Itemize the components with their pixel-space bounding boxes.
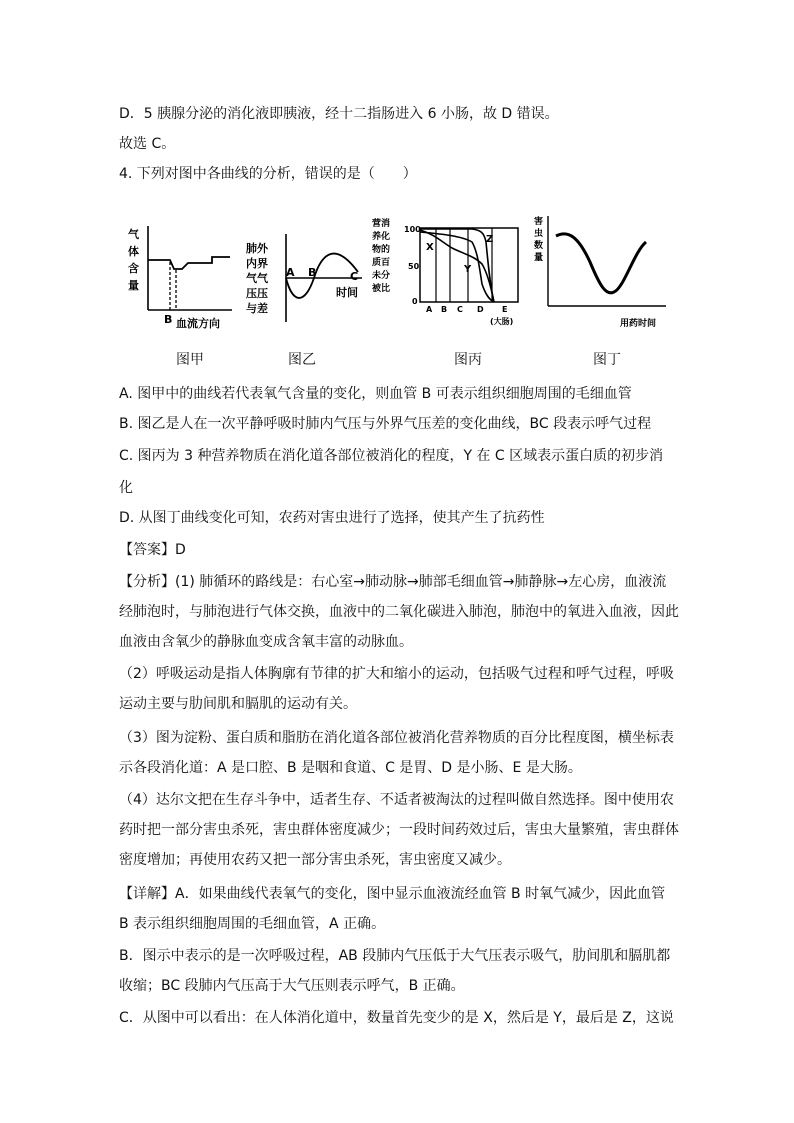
- ylabel-char: 体: [128, 245, 139, 258]
- analysis-line: 密度增加；再使用农药又把一部分害虫杀死，害虫密度又减少。: [119, 852, 511, 868]
- analysis-line: 药时把一部分害虫杀死，害虫群体密度减少；一段时间药效过后，害虫大量繁殖，害虫群体: [119, 822, 679, 838]
- analysis-line: 运动主要与肋间肌和膈肌的运动有关。: [119, 696, 357, 712]
- ylabel-char: 压压: [246, 287, 268, 300]
- xtick-label: B: [441, 305, 448, 314]
- ylabel-char: 气: [128, 228, 139, 241]
- curve-label-x: X: [426, 242, 434, 253]
- figure-yi: [246, 212, 366, 334]
- curve-x: [420, 230, 494, 302]
- ylabel-char: 含: [128, 262, 139, 275]
- xtick-label: E: [502, 305, 508, 314]
- curve-label-z: Z: [486, 234, 494, 245]
- point-label-b: B: [308, 266, 317, 279]
- pest-curve: [556, 234, 646, 293]
- question-stem: 4. 下列对图中各曲线的分析，错误的是（ ）: [119, 166, 417, 182]
- caption-ding: 图丁: [593, 352, 621, 368]
- analysis-line: 血液由含氧少的静脉血变成含氧丰富的动脉血。: [119, 634, 413, 650]
- ylabel-char: 气气: [246, 272, 268, 285]
- analysis-line: 【分析】(1) 肺循环的路线是：右心室→肺动脉→肺部毛细血管→肺静脉→左心房，血液流: [119, 574, 667, 590]
- detail-line: 【详解】A．如果曲线代表氧气的变化，图中显示血液流经血管 B 时氧气减少，因此血管: [119, 886, 666, 902]
- figure-bing: [372, 212, 528, 334]
- text-line: D．5 胰腺分泌的消化液即胰液，经十二指肠进入 6 小肠，故 D 错误。: [119, 106, 559, 122]
- xtick-label: A: [426, 305, 433, 314]
- caption-bing: 图丙: [454, 352, 482, 368]
- option-b: B. 图乙是人在一次平静呼吸时肺内气压与外界气压差的变化曲线，BC 段表示呼气过程: [119, 416, 652, 432]
- point-label-a: A: [286, 266, 295, 279]
- ylabel-char: 营消: [372, 219, 391, 229]
- ylabel-char: 与差: [246, 302, 268, 315]
- xtick-note: (大肠): [490, 317, 514, 326]
- analysis-line: （3）图为淀粉、蛋白质和脂肪在消化道各部位被消化营养物质的百分比程度图，横坐标表: [119, 730, 674, 746]
- option-c: C. 图丙为 3 种营养物质在消化道各部位被消化的程度，Y 在 C 区域表示蛋白质的初步消: [119, 448, 664, 464]
- ylabel-char: 质百: [372, 258, 391, 268]
- option-c-cont: 化: [119, 480, 133, 496]
- point-label-c: C: [350, 270, 359, 283]
- caption-yi: 图乙: [288, 352, 316, 368]
- ylabel-char: 害: [534, 217, 544, 227]
- ylabel-char: 数: [534, 241, 544, 251]
- figure-ding: [534, 212, 668, 334]
- text-line: 故选 C。: [119, 136, 176, 152]
- ylabel-char: 虫: [534, 229, 544, 239]
- ylabel-char: 养化: [372, 232, 391, 242]
- detail-line: B．图示中表示的是一次呼吸过程，AB 段肺内气压低于大气压表示吸气，肋间肌和膈肌都: [119, 948, 671, 964]
- figure-jia: [126, 212, 236, 334]
- xtick-label: C: [457, 305, 463, 314]
- analysis-line: 经肺泡时，与肺泡进行气体交换，血液中的二氧化碳进入肺泡，肺泡中的氧进入血液，因此: [119, 604, 679, 620]
- detail-line: C．从图中可以看出：在人体消化道中，数量首先变少的是 X，然后是 Y，最后是 Z，这说: [119, 1010, 674, 1026]
- ylabel-char: 被比: [372, 284, 391, 294]
- oxygen-curve: [148, 257, 230, 269]
- ytick-label: 50: [408, 262, 420, 271]
- ytick-label: 0: [412, 297, 418, 306]
- x-axis-label: 用药时间: [620, 319, 657, 329]
- caption-jia: 图甲: [176, 352, 204, 368]
- answer-line: 【答案】D: [119, 542, 186, 558]
- analysis-line: 示各段消化道：A 是口腔、B 是咽和食道、C 是胃、D 是小肠、E 是大肠。: [119, 760, 582, 776]
- ylabel-char: 量: [128, 279, 139, 292]
- curve-label-y: Y: [464, 264, 472, 275]
- ylabel-char: 未分: [372, 271, 391, 281]
- analysis-line: （2）呼吸运动是指人体胸廓有节律的扩大和缩小的运动，包括吸气过程和呼气过程，呼吸: [119, 666, 674, 682]
- option-d: D. 从图丁曲线变化可知，农药对害虫进行了选择，使其产生了抗药性: [119, 510, 545, 526]
- option-a: A. 图甲中的曲线若代表氧气含量的变化，则血管 B 可表示组织细胞周围的毛细血管: [119, 386, 632, 402]
- analysis-line: （4）达尔文把在生存斗争中，适者生存、不适者被淘汰的过程叫做自然选择。图中使用农: [119, 792, 674, 808]
- x-axis-label: 血流方向: [176, 317, 220, 330]
- ytick-label: 100: [404, 225, 421, 234]
- point-label-b: B: [164, 313, 173, 326]
- ylabel-char: 肺外: [246, 242, 268, 255]
- ylabel-char: 内界: [246, 257, 268, 270]
- xtick-label: D: [477, 305, 484, 314]
- x-axis-label: 时间: [336, 286, 358, 299]
- detail-line: B 表示组织细胞周围的毛细血管，A 正确。: [119, 916, 386, 932]
- ylabel-char: 物的: [372, 245, 391, 255]
- detail-line: 收缩；BC 段肺内气压高于大气压则表示呼气，B 正确。: [119, 978, 465, 994]
- ylabel-char: 量: [534, 253, 544, 263]
